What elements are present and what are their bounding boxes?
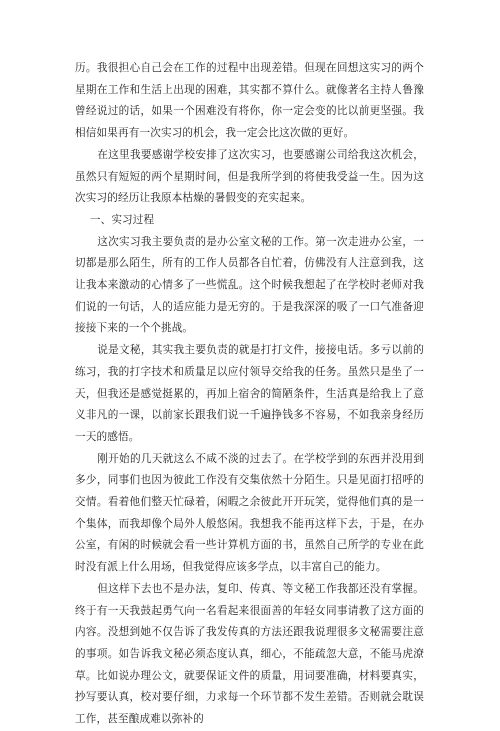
paragraph-continuation: 历。我很担心自己会在工作的过程中出现差错。但现在回想这实习的两个星期在工作和生活上出现的困难，其实都不算什么。就像著名主持人鲁豫曾经说过的话，如果一个困难没有将你，你一定会变的比以前更坚强。我相信如果再有一次实习的机会，我一定会比这次做的更好。 — [75, 62, 424, 140]
paragraph-learning-skills: 但这样下去也不是办法，复印、传真、等文秘工作我都还没有掌握。终于有一天我鼓起勇气向一名看起来很面善的年轻女同事请教了这方面的内容。没想到她不仅告诉了我发传真的方法还跟我说理很多文秘需要注意的事项。如告诉我文秘必须态度认真，细心，不能疏忽大意，不能马虎潦草。比如说办理公文，就要保证文件的质量，用词要准确，材料要真实，抄写要认真，校对要仔细，力求每一个环节都不发生差错。否则就会耽误工作，甚至酿成难以弥补的 — [75, 582, 424, 726]
paragraph-first-days: 刚开始的几天就这么不咸不淡的过去了。在学校学到的东西并没用到多少，同事们也因为彼此工作没有交集依然十分陌生。只是见面打招呼的交情。看着他们整天忙碌着，闲暇之余彼此开开玩笑，觉得他们真的是一个集体，而我却像个局外人般悠闲。我想我不能再这样下去，于是，在办公室，有闲的时候就会看一些计算机方面的书，虽然自己所学的专业在此时没有派上什么用场，但我觉得应该多学点，以丰富自己的能力。 — [75, 452, 424, 574]
paragraph-thanks: 在这里我要感谢学校安排了这次实习，也要感谢公司给我这次机会，虽然只有短短的两个星期时间，但是我所学到的将使我受益一生。因为这次实习的经历让我原本枯燥的暑假变的充实起来。 — [75, 148, 424, 205]
paragraph-secretary-duties: 说是文秘，其实我主要负责的就是打打文件，接接电话。多亏以前的练习，我的打字技术和质量足以应付领导交给我的任务。虽然只是坐了一天，但我还是感觉挺累的，再加上宿舍的简陋条件，生活真是给我上了意义非凡的一课，以前家长跟我们说一千遍挣钱多不容易，不如我亲身经历一天的感悟。 — [75, 344, 424, 443]
section-heading-internship-process: 一、实习过程 — [89, 213, 155, 226]
paragraph-office-work: 这次实习我主要负责的是办公室文秘的工作。第一次走进办公室，一切都是那么陌生，所有的工作人员都各自忙着，仿佛没有人注意到我，这让我本来激动的心情多了一些慌乱。这个时候我想起了在学校时老师对我们说的一句话，人的适应能力是无穷的。于是我深深的吸了一口气准备迎接接下来的一个个挑战。 — [75, 235, 424, 335]
